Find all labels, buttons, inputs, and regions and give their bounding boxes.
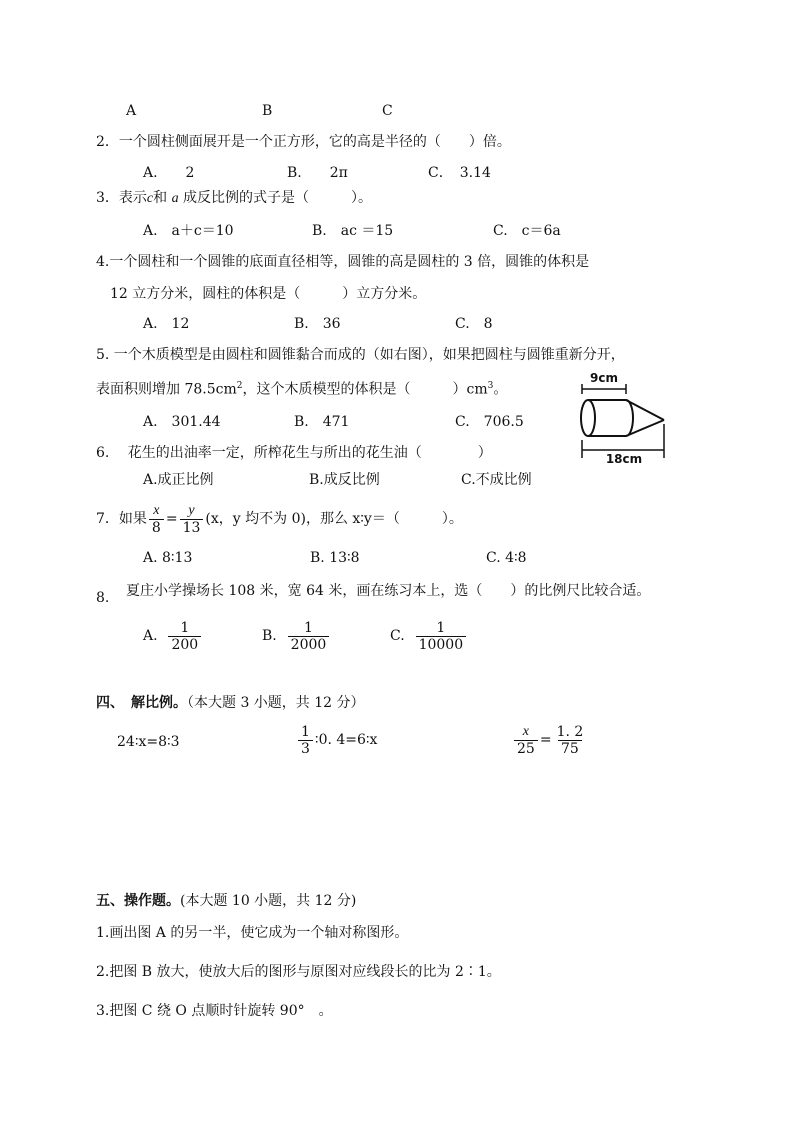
q8-option-c: C. $\frac{1}{10000}$	[390, 616, 468, 656]
cylinder-cone-figure	[576, 366, 672, 466]
q5-option-c: C. 706.5	[455, 414, 524, 430]
operation-item-3: 3.把图 C 绕 O 点顺时针旋转 90° 。	[96, 1003, 333, 1019]
equation-1: 24∶x=8∶3	[117, 734, 180, 750]
question-7: 7．如果 $\frac{x}{8}$ = $\frac{y}{13}$ (x，y 均不为 0)，那么 x∶y＝（ ）。	[96, 502, 463, 536]
q4-option-c: C. 8	[455, 316, 493, 332]
label-b: B	[262, 103, 273, 119]
q2-option-c: C． 3.14	[428, 165, 491, 181]
q5-option-a: A. 301.44	[143, 414, 221, 430]
q3-option-a: A. a＋c＝10	[143, 223, 234, 239]
top-dimension-label: 9cm	[590, 371, 618, 385]
q4-option-a: A. 12	[143, 316, 190, 332]
operation-item-1: 1.画出图 A 的另一半，使它成为一个轴对称图形。	[96, 925, 409, 941]
q3-option-c: C. c＝6a	[493, 223, 561, 239]
question-6: 6. 花生的出油率一定，所榨花生与所出的花生油（ ）	[96, 445, 492, 461]
operation-item-2: 2.把图 B 放大，使放大后的图形与原图对应线段长的比为 2∶1。	[96, 964, 501, 980]
question-8: 夏庄小学操场长 108 米，宽 64 米，画在练习本上，选（ ）的比例尺比较合适。	[126, 583, 651, 599]
q7-fraction-x: $\frac{x}{8}$	[149, 503, 164, 536]
question-5-line2: 表面积则增加 $78.5cm^2$，这个木质模型的体积是（ ）$cm^3$。	[96, 381, 508, 398]
q7-option-c: C. 4∶8	[486, 550, 527, 566]
q2-option-a: A. 2	[143, 165, 195, 181]
question-4-line2: 12 立方分米，圆柱的体积是（ ）立方分米。	[110, 286, 427, 302]
cylinder-right-face	[626, 400, 633, 436]
equation-2: $\frac{1}{3}$ ∶0. 4=6∶x	[296, 720, 377, 760]
question-4-line1: 4.一个圆柱和一个圆锥的底面直径相等，圆锥的高是圆柱的 3 倍，圆锥的体积是	[96, 254, 590, 270]
question-8-number: 8.	[96, 590, 110, 606]
q7-fraction-y: $\frac{y}{13}$	[180, 503, 204, 536]
equation-3: $\frac{x}{25}$ = $\frac{1. 2}{75}$	[512, 720, 588, 760]
section-5-heading: 五、操作题。(本大题 10 小题，共 12 分)	[96, 893, 357, 909]
q8-option-b: B. $\frac{1}{2000}$	[262, 616, 331, 656]
q6-option-b: B.成反比例	[309, 472, 380, 488]
question-2: 2．一个圆柱侧面展开是一个正方形，它的高是半径的（ ）倍。	[96, 134, 511, 150]
question-5-line1: 5. 一个木质模型是由圆柱和圆锥黏合而成的（如右图），如果把圆柱与圆锥重新分开，	[96, 347, 625, 363]
question-3: 3．表示c和 a 成反比例的式子是（ ）。	[96, 190, 373, 206]
q6-option-c: C.不成比例	[461, 472, 532, 488]
q5-option-b: B. 471	[294, 414, 350, 430]
q7-option-b: B. 13∶8	[310, 550, 360, 566]
label-c: C	[382, 103, 393, 119]
bottom-dimension-label: 18cm	[605, 452, 643, 466]
q3-option-b: B. ac ＝15	[312, 223, 394, 239]
section-4-heading: 四、 解比例。（本大题 3 小题，共 12 分）	[96, 695, 365, 711]
cylinder-left-face	[581, 400, 595, 436]
q6-option-a: A.成正比例	[143, 472, 214, 488]
q2-option-b: B. 2π	[287, 165, 348, 181]
q8-option-a: A. $\frac{1}{200}$	[143, 616, 203, 656]
q4-option-b: B. 36	[294, 316, 341, 332]
q7-option-a: A. 8∶13	[143, 550, 193, 566]
label-a: A	[126, 103, 137, 119]
